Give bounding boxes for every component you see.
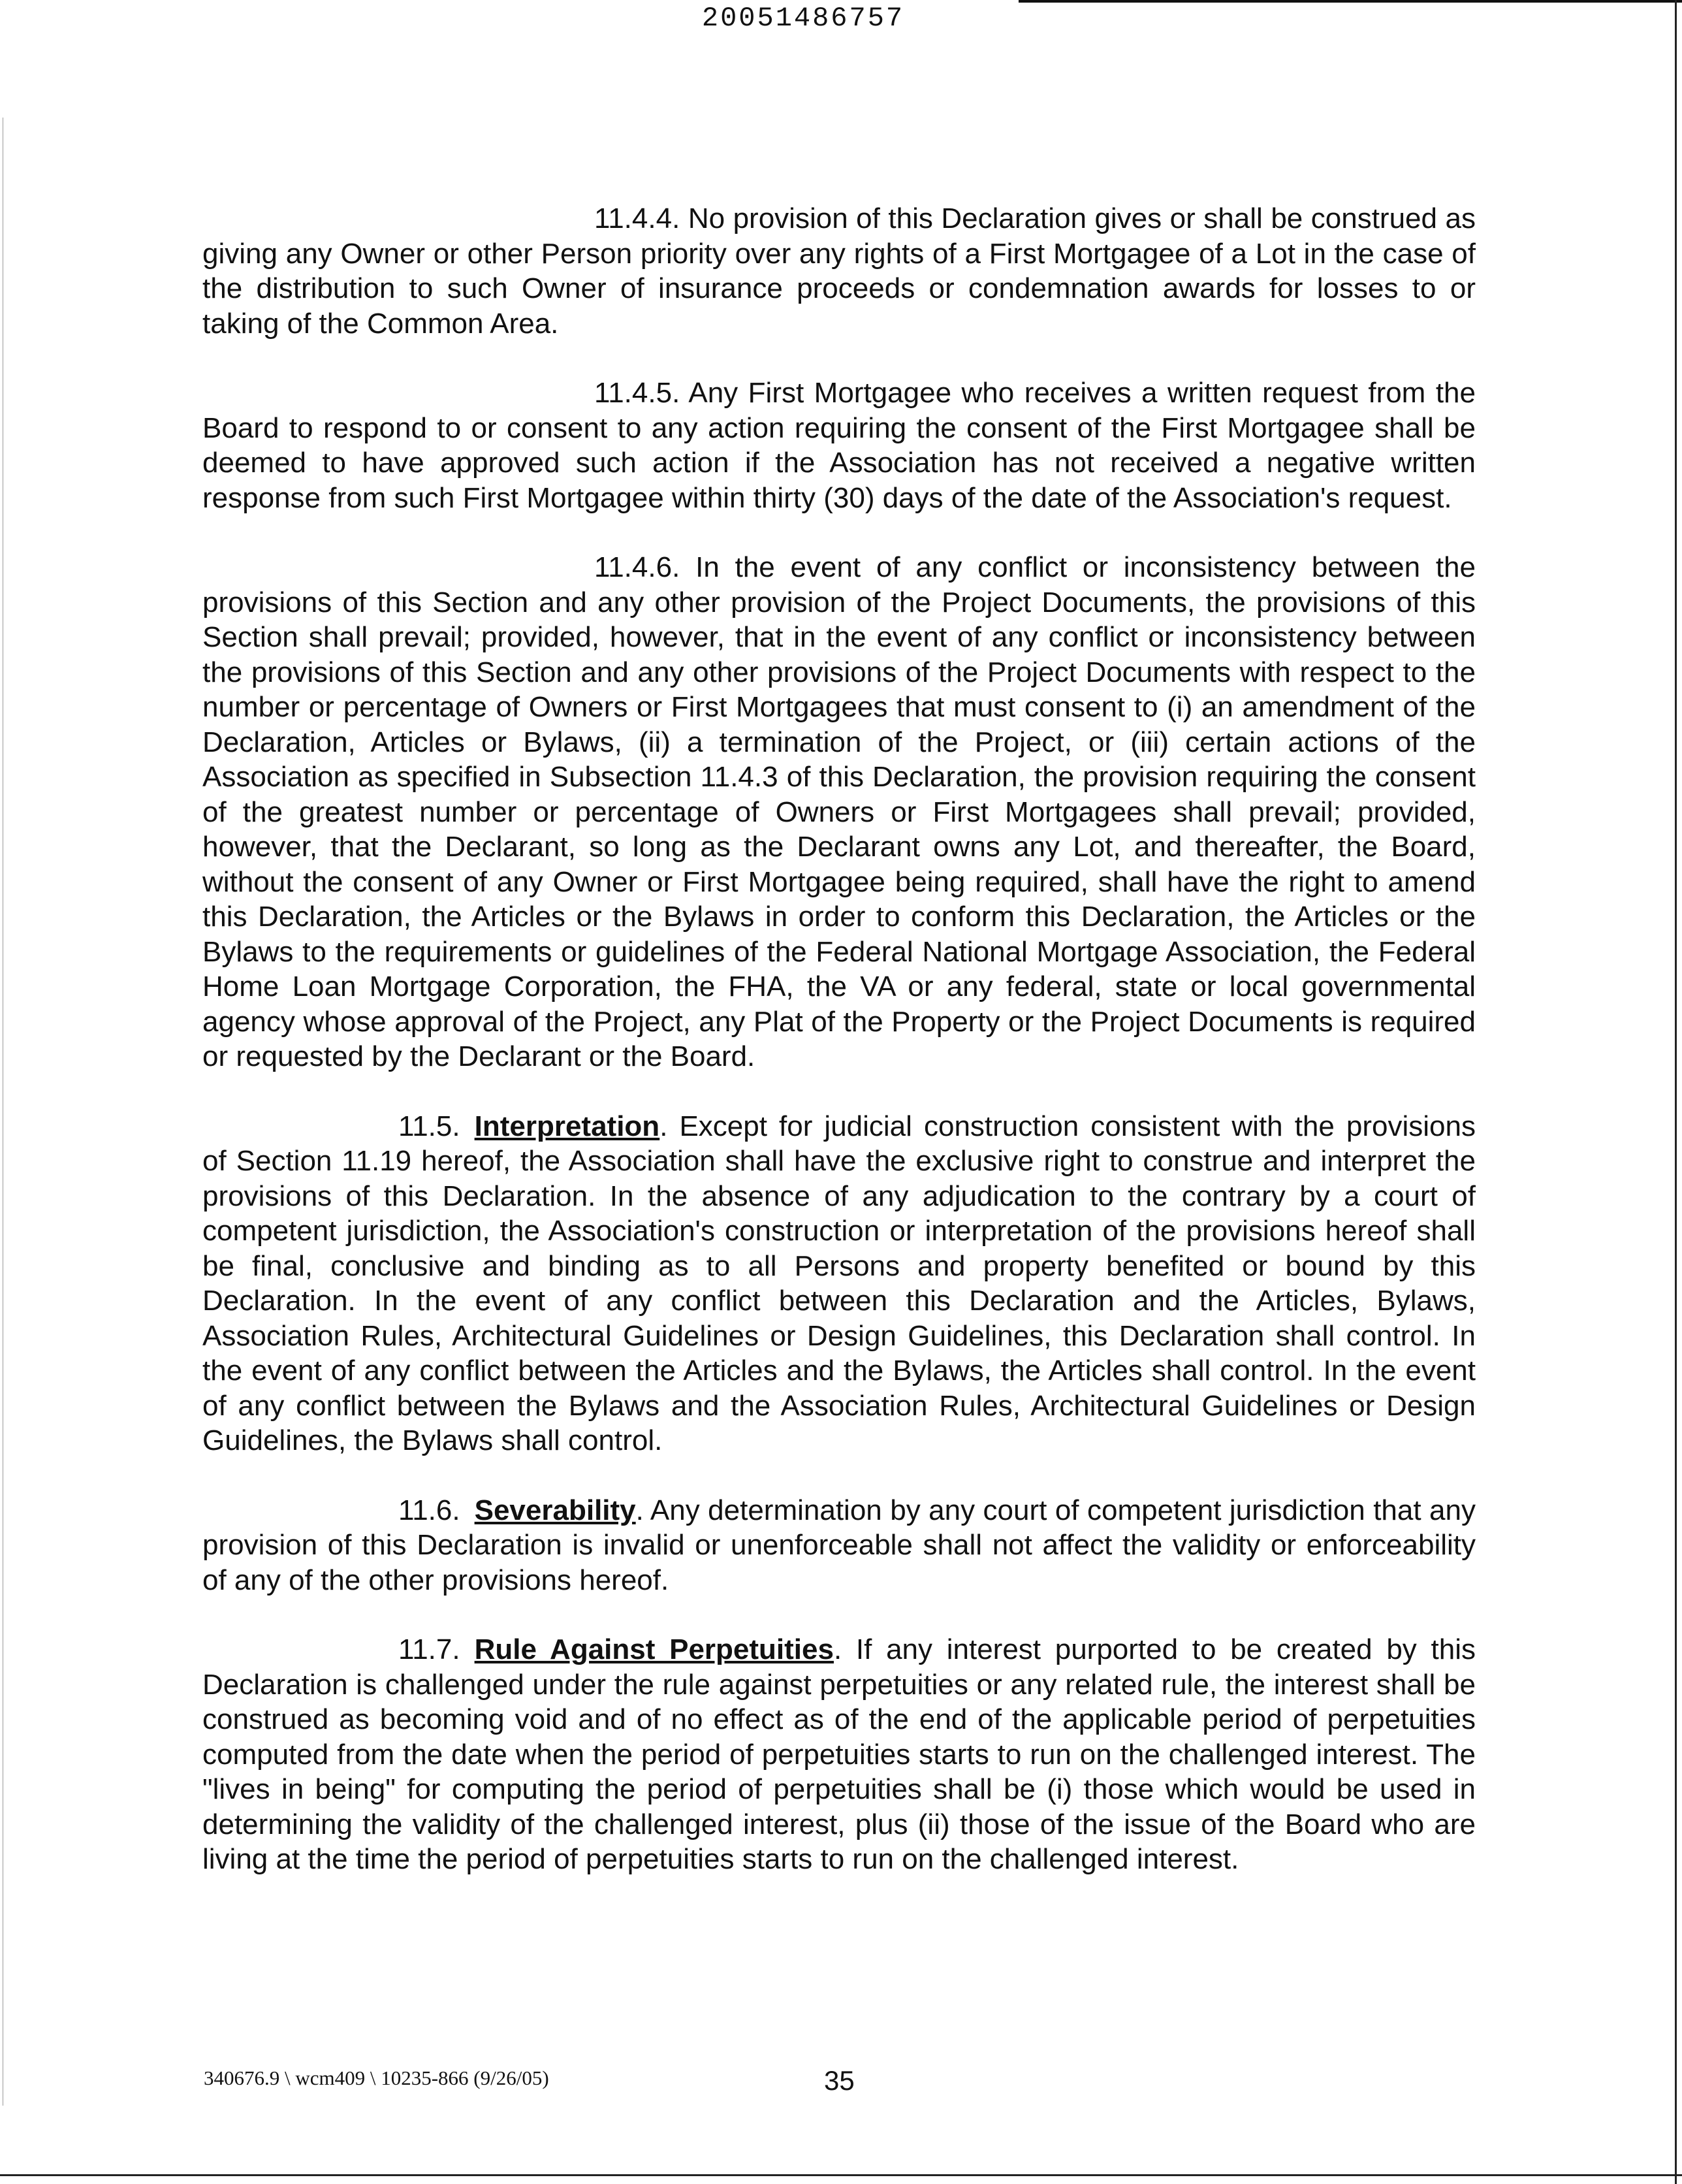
paragraph-text: In the event of any conflict or inconsistency between the provisions of this Section and any other provision of the Project Documents, the provisions of this Section shall prevail; provided, however, that in the event of any conflict or inconsistency between the provisions of this Section and any other provisions of the Project Documents with respect to the number or percentage of Owners or First Mortgagees that must consent to (i) an amendment of the Declaration, Articles or Bylaws, (ii) a termination of the Project, or (iii) certain actions of the Association as specified in Subsection 11.4.3 of this Declaration, the provision requiring the consent of the greatest number or percentage of Owners or First Mortgagees shall prevail; provided, however, that the Declarant, so long as the Declarant owns any Lot, and thereafter, the Board, without the consent of any Owner or First Mortgagee being required, shall have the right to amend this Declaration, the Articles or the Bylaws in order to conform this Declaration, the Articles or the Bylaws to the requirements or guidelines of the Federal National Mortgage Association, the Federal Home Loan Mortgage Corporation, the FHA, the VA or any federal, state or local governmental agency whose approval of the Project, any Plat of the Property or the Project Documents is required or requested by the Declarant or the Board. — [202, 551, 1476, 1072]
paragraph-11-4-6 — [202, 550, 1476, 1074]
section-heading: Severability — [474, 1494, 636, 1526]
section-heading: Interpretation — [474, 1110, 660, 1142]
paragraph-text: No provision of this Declaration gives or shall be construed as giving any Owner or other Person priority over any rights of a First Mortgagee of a Lot in the case of the distribution to such Owner of insurance proceeds or condemnation awards for losses to or taking of the Common Area. — [202, 202, 1476, 340]
section-number: 11.6. — [398, 1494, 460, 1526]
paragraph-11-4-4 — [202, 201, 1476, 341]
section-number: 11.7. — [398, 1633, 460, 1665]
section-number: 11.5. — [398, 1110, 460, 1142]
section-text: . If any interest purported to be created by this Declaration is challenged under the rule against perpetuities or any related rule, the interest shall be construed as becoming void and of no effect as of the end of the applicable period of perpetuities computed from the date when the period of perpetuities starts to run on the challenged interest. The "lives in being" for computing the period of perpetuities shall be (i) those which would be used in determining the validity of the challenged interest, plus (ii) those of the issue of the Board who are living at the time the period of perpetuities starts to run on the challenged interest. — [202, 1633, 1476, 1875]
footer-document-reference: 340676.9 \ wcm409 \ 10235-866 (9/26/05) — [204, 2066, 549, 2089]
paragraph-number: 11.4.4. — [594, 202, 680, 234]
section-11-7-rule-against-perpetuities — [202, 1632, 1476, 1877]
paragraph-11-4-5 — [202, 376, 1476, 515]
page-number: 35 — [824, 2065, 855, 2096]
scan-edge-right — [1675, 0, 1677, 2184]
paragraph-number: 11.4.6. — [594, 551, 680, 583]
scan-edge-bottom — [0, 2174, 1682, 2176]
paragraph-number: 11.4.5. — [594, 377, 680, 409]
paragraph-text: Any First Mortgagee who receives a written request from the Board to respond to or consent to any action requiring the consent of the First Mortgagee shall be deemed to have approved such action if the Association has not received a negative written response from such First Mortgagee within thirty (30) days of the date of the Association's request. — [202, 377, 1476, 514]
section-text: . Except for judicial construction consistent with the provisions of Section 11.19 hereof, the Association shall have the exclusive right to construe and interpret the provisions of this Declaration. In the absence of any adjudication to the contrary by a court of competent jurisdiction, the Association's construction or interpretation of the provisions hereof shall be final, conclusive and binding as to all Persons and property benefited or bound by this Declaration. In the event of any conflict between this Declaration and the Articles, Bylaws, Association Rules, Architectural Guidelines or Design Guidelines, this Declaration shall control. In the event of any conflict between the Articles and the Bylaws, the Articles shall control. In the event of any conflict between the Bylaws and the Association Rules, Architectural Guidelines or Design Guidelines, the Bylaws shall control. — [202, 1110, 1476, 1456]
recording-number: 20051486757 — [701, 3, 905, 34]
section-11-5-interpretation — [202, 1109, 1476, 1458]
section-text: . Any determination by any court of competent jurisdiction that any provision of this Declaration is invalid or unenforceable shall not affect the validity or enforceability of any of the other provisions hereof. — [202, 1494, 1476, 1596]
section-heading: Rule Against Perpetuities — [474, 1633, 834, 1665]
document-body — [202, 201, 1476, 1912]
section-11-6-severability — [202, 1493, 1476, 1598]
